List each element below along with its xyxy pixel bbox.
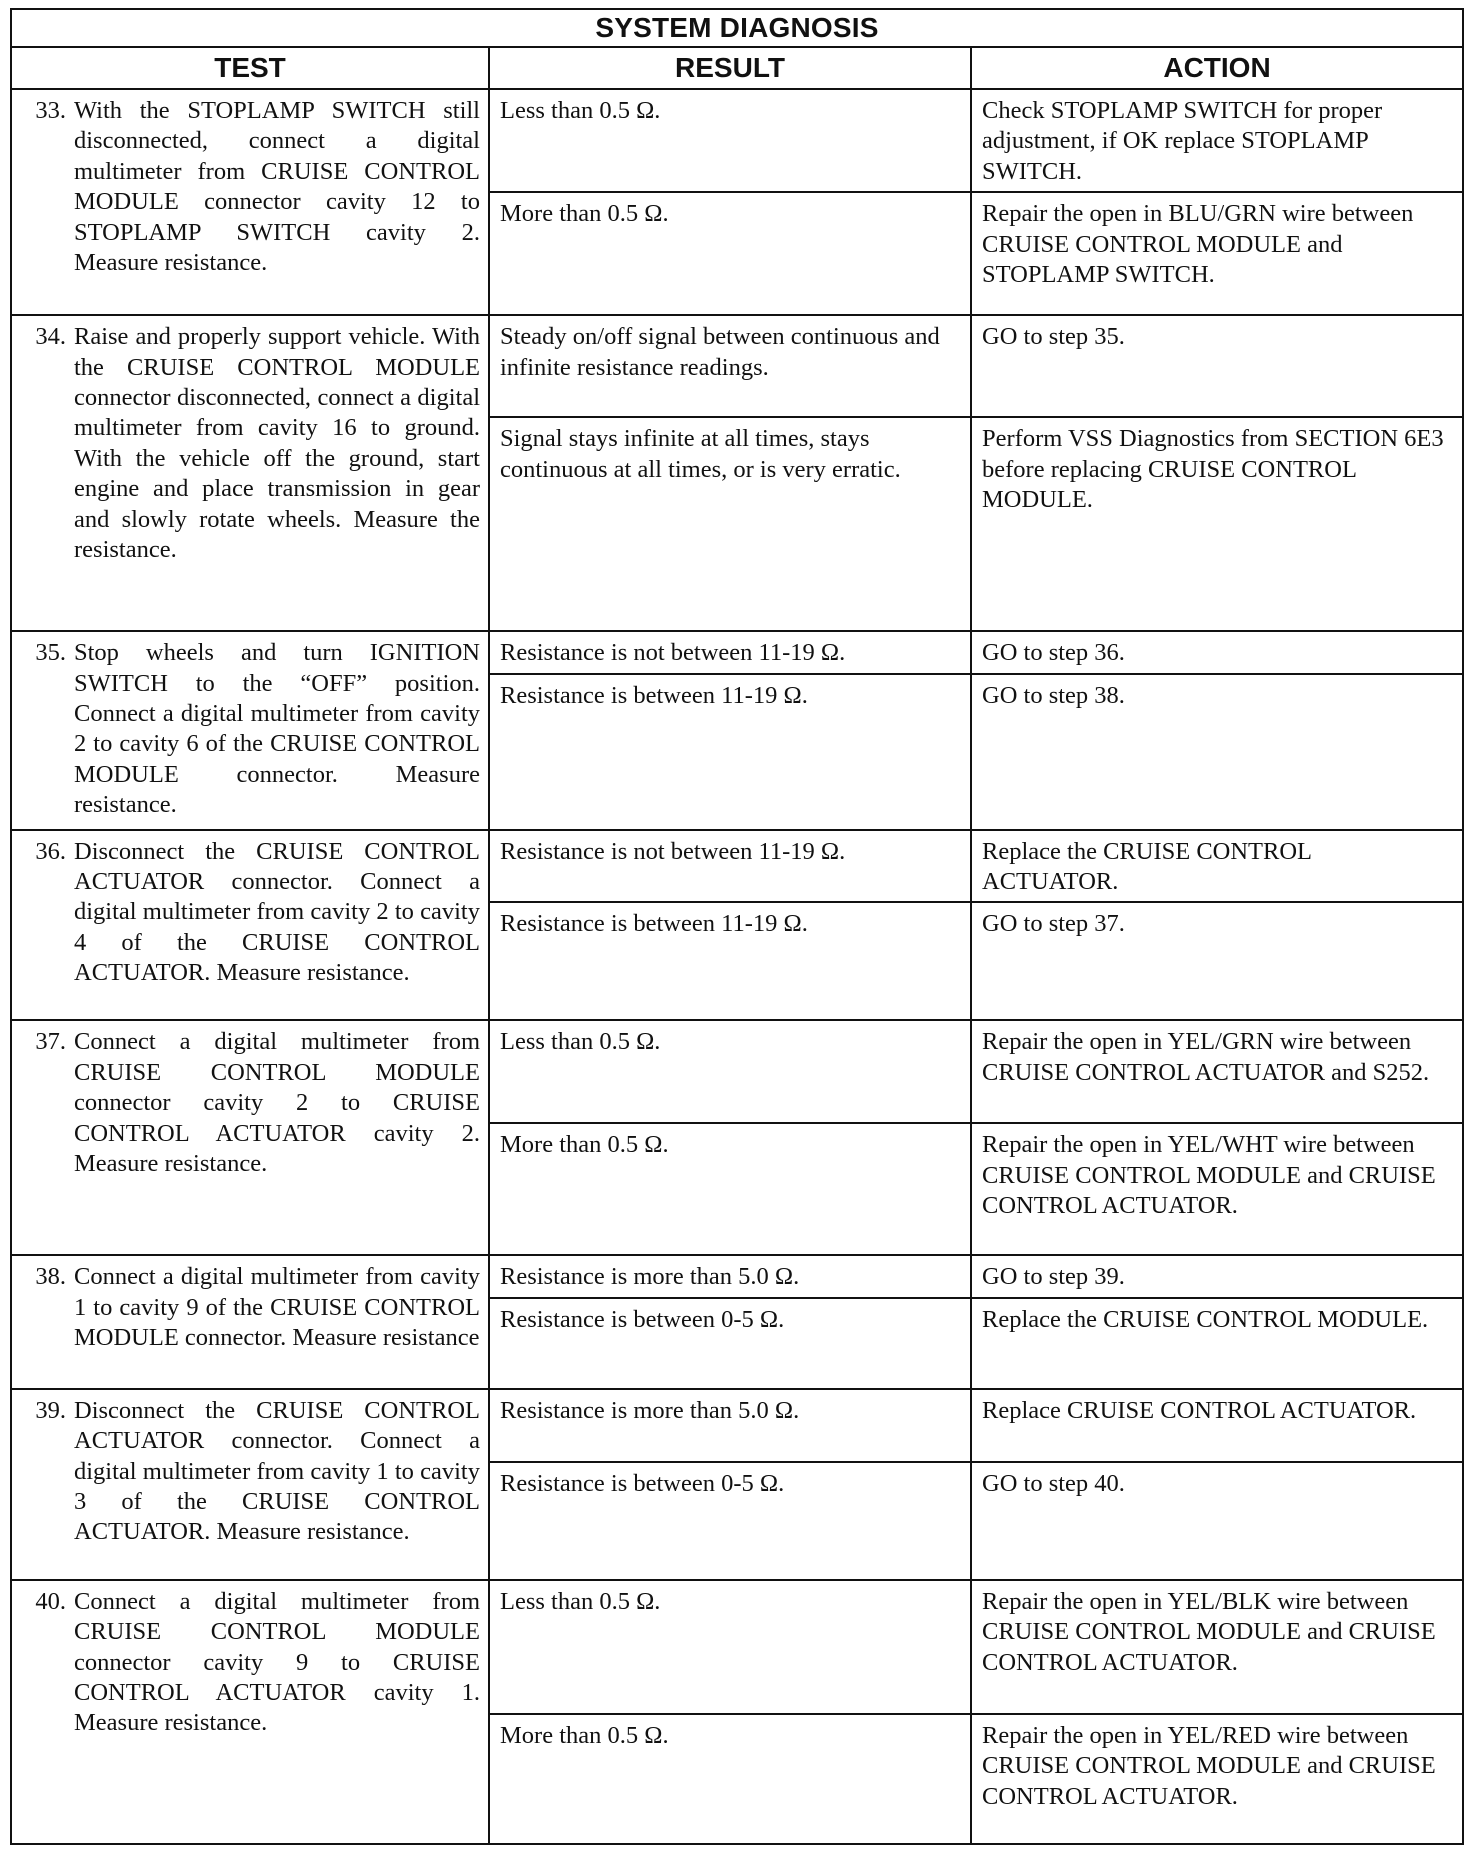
table-title: SYSTEM DIAGNOSIS xyxy=(11,9,1463,47)
action-cell: GO to step 35. xyxy=(971,315,1463,417)
action-cell: Perform VSS Diagnostics from SECTION 6E3 before replacing CRUISE CONTROL MODULE. xyxy=(971,417,1463,631)
result-cell: Resistance is more than 5.0 Ω. xyxy=(489,1255,971,1297)
test-cell xyxy=(11,1580,489,1844)
test-cell xyxy=(11,631,489,829)
step-number: 37. xyxy=(35,1028,66,1056)
test-text: With the STOPLAMP SWITCH still disconnected, connect a digital multimeter from CRUISE CONTROL MODULE connector cavity 12 to STOPLAMP SWITCH cavity 2. Measure resistance. xyxy=(74,97,480,277)
result-cell: Less than 0.5 Ω. xyxy=(489,89,971,192)
test-text: Raise and properly support vehicle. With the CRUISE CONTROL MODULE connector disconnected, connect a digital multimeter from cavity 16 to ground. With the vehicle off the ground, start engine and place transmission in gear and slowly rotate wheels. Measure the resistance. xyxy=(74,323,480,564)
action-cell: Check STOPLAMP SWITCH for proper adjustment, if OK replace STOPLAMP SWITCH. xyxy=(971,89,1463,192)
step-number: 39. xyxy=(35,1396,66,1424)
step-row xyxy=(11,89,1463,192)
test-text: Connect a digital multimeter from CRUISE CONTROL MODULE connector cavity 2 to CRUISE CONTROL ACTUATOR cavity 2. Measure resistance. xyxy=(74,1028,480,1178)
test-text: Stop wheels and turn IGNITION SWITCH to the “OFF” position. Connect a digital multimeter from cavity 2 to cavity 6 of the CRUISE CONTROL MODULE connector. Measure resistance. xyxy=(74,639,480,819)
page xyxy=(10,8,1462,1845)
system-diagnosis-table xyxy=(10,8,1464,1845)
test-text: Connect a digital multimeter from cavity 1 to cavity 9 of the CRUISE CONTROL MODULE connector. Measure resistance xyxy=(74,1263,480,1352)
result-cell: Resistance is not between 11-19 Ω. xyxy=(489,631,971,673)
result-cell: More than 0.5 Ω. xyxy=(489,1123,971,1255)
step-row xyxy=(11,631,1463,673)
column-header-action: ACTION xyxy=(971,47,1463,89)
step-number: 34. xyxy=(35,323,66,351)
action-cell: GO to step 40. xyxy=(971,1462,1463,1580)
test-text: Disconnect the CRUISE CONTROL ACTUATOR connector. Connect a digital multimeter from cavity 2 to cavity 4 of the CRUISE CONTROL ACTUATOR. Measure resistance. xyxy=(74,837,480,987)
step-row xyxy=(11,1020,1463,1123)
result-cell: Less than 0.5 Ω. xyxy=(489,1020,971,1123)
step-row xyxy=(11,830,1463,903)
action-cell: Repair the open in BLU/GRN wire between CRUISE CONTROL MODULE and STOPLAMP SWITCH. xyxy=(971,192,1463,315)
column-header-test: TEST xyxy=(11,47,489,89)
test-cell xyxy=(11,89,489,315)
action-cell: GO to step 38. xyxy=(971,674,1463,830)
action-cell: Repair the open in YEL/WHT wire between CRUISE CONTROL MODULE and CRUISE CONTROL ACTUATOR. xyxy=(971,1123,1463,1255)
step-row xyxy=(11,1389,1463,1462)
step-row xyxy=(11,315,1463,417)
result-cell: Signal stays infinite at all times, stays continuous at all times, or is very erratic. xyxy=(489,417,971,631)
result-cell: Less than 0.5 Ω. xyxy=(489,1580,971,1714)
step-row xyxy=(11,1580,1463,1714)
action-cell: Replace the CRUISE CONTROL ACTUATOR. xyxy=(971,830,1463,903)
result-cell: Steady on/off signal between continuous and infinite resistance readings. xyxy=(489,315,971,417)
action-cell: GO to step 36. xyxy=(971,631,1463,673)
result-cell: Resistance is between 0-5 Ω. xyxy=(489,1298,971,1389)
column-header-result: RESULT xyxy=(489,47,971,89)
step-number: 38. xyxy=(35,1263,66,1291)
result-cell: More than 0.5 Ω. xyxy=(489,192,971,315)
test-cell xyxy=(11,315,489,631)
column-header-row xyxy=(11,47,1463,89)
result-cell: Resistance is between 11-19 Ω. xyxy=(489,674,971,830)
result-cell: More than 0.5 Ω. xyxy=(489,1714,971,1844)
test-text: Connect a digital multimeter from CRUISE CONTROL MODULE connector cavity 9 to CRUISE CONTROL ACTUATOR cavity 1. Measure resistance. xyxy=(74,1587,480,1737)
result-cell: Resistance is not between 11-19 Ω. xyxy=(489,830,971,903)
step-number: 36. xyxy=(35,837,66,865)
action-cell: GO to step 39. xyxy=(971,1255,1463,1297)
test-cell xyxy=(11,1255,489,1388)
test-cell xyxy=(11,1020,489,1255)
result-cell: Resistance is between 0-5 Ω. xyxy=(489,1462,971,1580)
action-cell: GO to step 37. xyxy=(971,902,1463,1020)
action-cell: Replace CRUISE CONTROL ACTUATOR. xyxy=(971,1389,1463,1462)
step-number: 33. xyxy=(35,97,66,124)
action-cell: Repair the open in YEL/RED wire between CRUISE CONTROL MODULE and CRUISE CONTROL ACTUATOR. xyxy=(971,1714,1463,1844)
action-cell: Replace the CRUISE CONTROL MODULE. xyxy=(971,1298,1463,1389)
action-cell: Repair the open in YEL/BLK wire between CRUISE CONTROL MODULE and CRUISE CONTROL ACTUATOR. xyxy=(971,1580,1463,1714)
action-cell: Repair the open in YEL/GRN wire between CRUISE CONTROL ACTUATOR and S252. xyxy=(971,1020,1463,1123)
test-text: Disconnect the CRUISE CONTROL ACTUATOR connector. Connect a digital multimeter from cavity 1 to cavity 3 of the CRUISE CONTROL ACTUATOR. Measure resistance. xyxy=(74,1396,480,1546)
result-cell: Resistance is between 11-19 Ω. xyxy=(489,902,971,1020)
test-cell xyxy=(11,830,489,1021)
test-cell xyxy=(11,1389,489,1580)
step-row xyxy=(11,1255,1463,1297)
title-row xyxy=(11,9,1463,47)
result-cell: Resistance is more than 5.0 Ω. xyxy=(489,1389,971,1462)
step-number: 35. xyxy=(35,639,66,667)
step-number: 40. xyxy=(35,1587,66,1615)
